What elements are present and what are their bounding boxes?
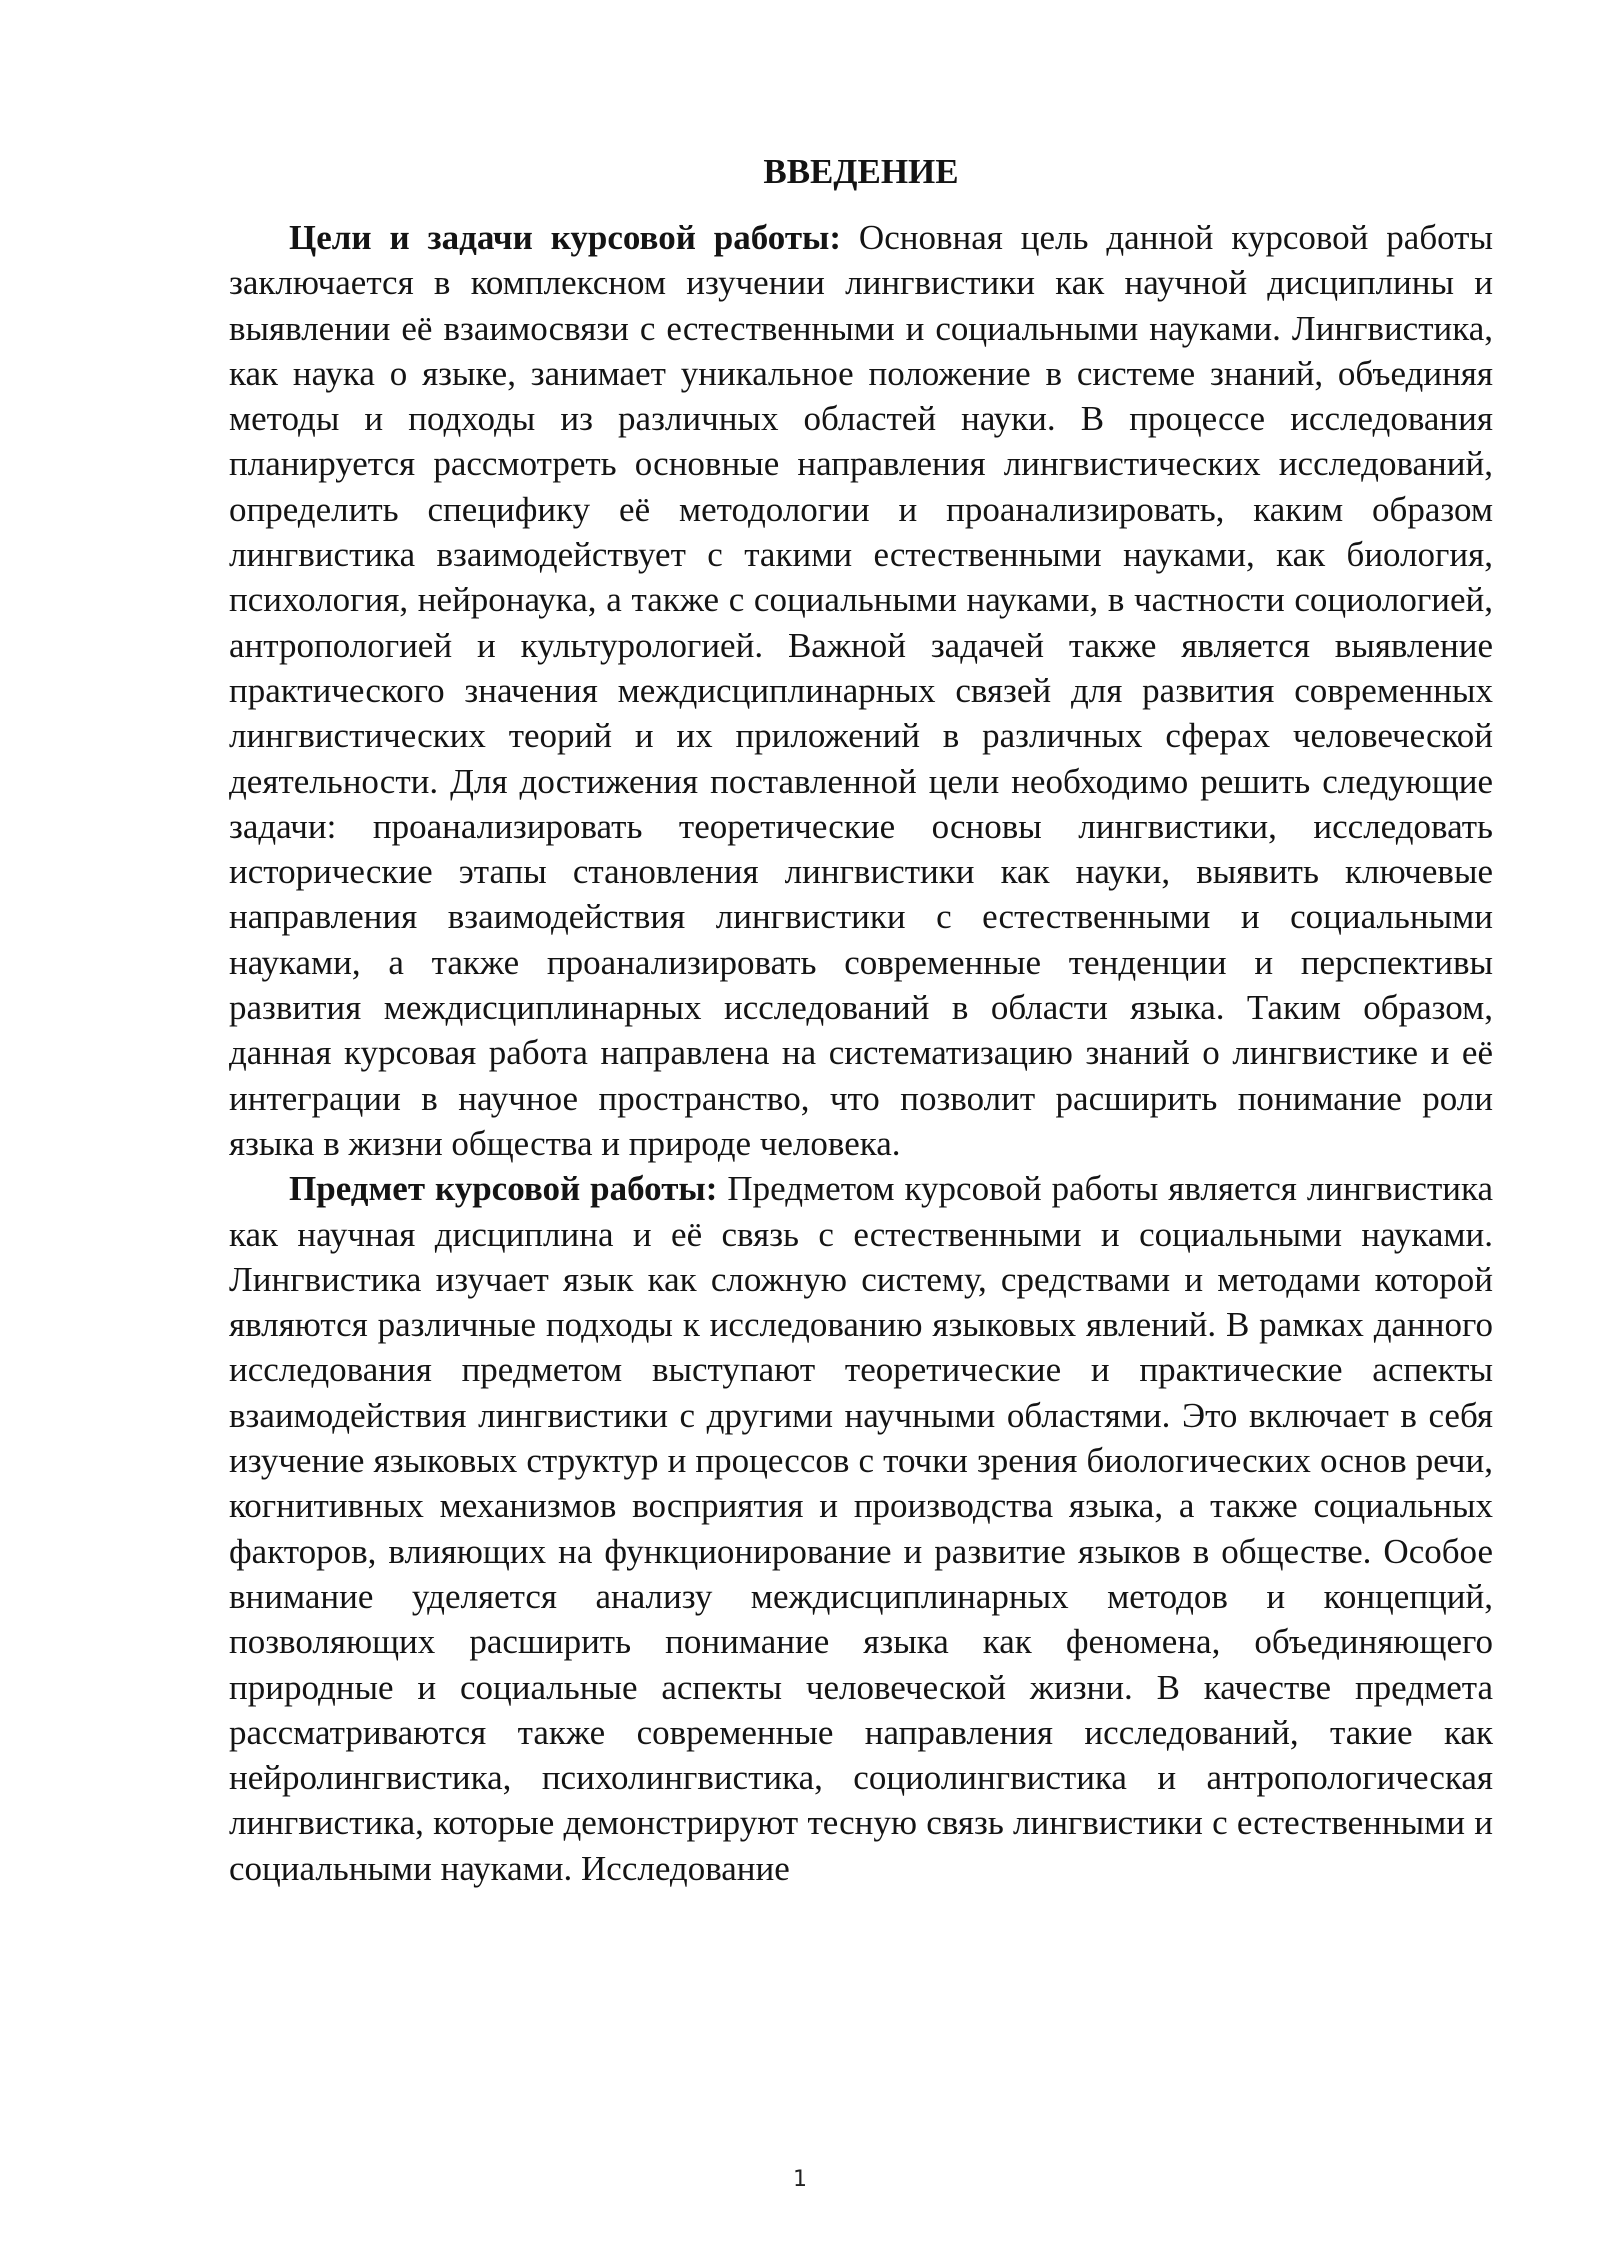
page-number: 1	[793, 2167, 807, 2192]
subject-text: Предметом курсовой работы является лингвистика как научная дисциплина и её связь с естественными и социальными науками. Лингвистика изучает язык как сложную систему, средствами и методами которой являются различные подходы к исследованию языковых явлений. В рамках данного исследования предметом выступают теоретические и практические аспекты взаимодействия лингвистики с другими научными областями. Это включает в себя изучение языковых структур и процессов с точки зрения биологических основ речи, когнитивных механизмов восприятия и производства языка, а также социальных факторов, влияющих на функционирование и развитие языков в обществе. Особое внимание уделяется анализу междисциплинарных методов и концепций, позволяющих расширить понимание языка как феномена, объединяющего природные и социальные аспекты человеческой жизни. В качестве предмета рассматриваются также современные направления исследований, такие как нейролингвистика, психолингвистика, социолингвистика и антропологическая лингвистика, которые демонстрируют тесную связь лингвистики с естественными и социальными науками. Исследование	[229, 1169, 1493, 1888]
page-content	[229, 150, 1493, 1891]
subject-heading: Предмет курсовой работы:	[289, 1169, 718, 1209]
goals-paragraph	[229, 215, 1493, 1166]
goals-text: Основная цель данной курсовой работы заключается в комплексном изучении лингвистики как научной дисциплины и выявлении её взаимосвязи с естественными и социальными науками. Лингвистика, как наука о языке, занимает уникальное положение в системе знаний, объединяя методы и подходы из различных областей науки. В процессе исследования планируется рассмотреть основные направления лингвистических исследований, определить специфику её методологии и проанализировать, каким образом лингвистика взаимодействует с такими естественными науками, как биология, психология, нейронаука, а также с социальными науками, в частности социологией, антропологией и культурологией. Важной задачей также является выявление практического значения междисциплинарных связей для развития современных лингвистических теорий и их приложений в различных сферах человеческой деятельности. Для достижения поставленной цели необходимо решить следующие задачи: проанализировать теоретические основы лингвистики, исследовать исторические этапы становления лингвистики как науки, выявить ключевые направления взаимодействия лингвистики с естественными и социальными науками, а также проанализировать современные тенденции и перспективы развития междисциплинарных исследований в области языка. Таким образом, данная курсовая работа направлена на систематизацию знаний о лингвистике и её интеграции в научное пространство, что позволит расширить понимание роли языка в жизни общества и природе человека.	[229, 218, 1493, 1163]
subject-paragraph	[229, 1166, 1493, 1891]
goals-heading: Цели и задачи курсовой работы:	[289, 218, 841, 257]
page-title: ВВЕДЕНИЕ	[763, 152, 959, 191]
